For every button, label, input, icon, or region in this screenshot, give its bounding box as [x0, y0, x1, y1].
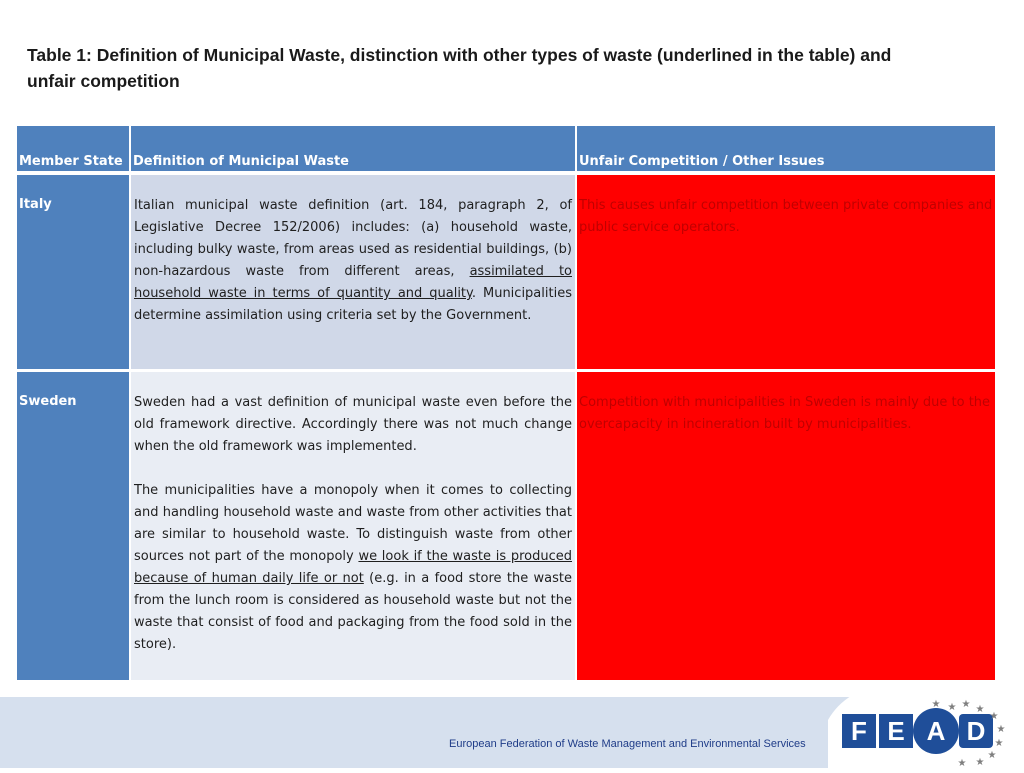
svg-text:★: ★ [961, 699, 971, 710]
table-row-sweden [17, 372, 995, 680]
svg-text:★: ★ [989, 711, 999, 722]
definition-sweden-underlined: we look if the waste is produced because of human daily life or not [134, 549, 572, 586]
issue-sweden: Competition with municipalities in Sweden is mainly due to the overcapacity in incineration built by municipalities. [577, 372, 995, 680]
definition-sweden-para1: Sweden had a vast definition of municipal waste even before the old framework directive. Accordingly there was not much change when the old framework was implemented. [134, 395, 572, 454]
fead-logo [828, 680, 1024, 768]
header-definition: Definition of Municipal Waste [131, 126, 577, 175]
member-state-italy: Italy [17, 175, 131, 372]
header-issues: Unfair Competition / Other Issues [577, 126, 995, 175]
definition-sweden-para2 [134, 480, 572, 656]
svg-text:★: ★ [975, 757, 985, 768]
svg-text:★: ★ [987, 750, 997, 761]
footer-organization: European Federation of Waste Management and Environmental Services [449, 738, 806, 750]
logo-letter-d: D [966, 716, 986, 746]
logo-letter-e: E [887, 716, 905, 746]
table-row-italy [17, 175, 995, 372]
definition-sweden [131, 372, 577, 680]
header-member-state: Member State [17, 126, 131, 175]
fead-logo-graphic [828, 680, 1024, 768]
definition-italy-text-end: . Municipalities determine assimilation using criteria set by the Government. [134, 286, 572, 323]
definition-sweden-text-end: (e.g. in a food store the waste from the lunch room is considered as household waste but not the waste that consist of food and packaging from the food sold in the store). [134, 571, 572, 652]
svg-text:★: ★ [996, 724, 1006, 735]
paragraph-gap [134, 458, 572, 480]
logo-letter-a: A [926, 716, 946, 746]
member-state-sweden: Sweden [17, 372, 131, 680]
svg-text:★: ★ [957, 758, 967, 768]
svg-text:★: ★ [931, 699, 941, 710]
definition-italy-text: Italian municipal waste definition (art. 184, paragraph 2, of Legislative Decree 152/2006) includes: (a) household waste, including bulky waste, from areas used as residential buildings, (b) non-hazardous waste from different areas, [134, 198, 572, 279]
svg-text:★: ★ [975, 704, 985, 715]
svg-text:★: ★ [994, 738, 1004, 749]
issue-italy: This causes unfair competition between private companies and public service operators. [577, 175, 995, 372]
definition-sweden-text: The municipalities have a monopoly when it comes to collecting and handling household waste and waste from other activities that are similar to household waste. To distinguish waste from other sources not part of the monopoly [134, 483, 572, 564]
municipal-waste-table [17, 126, 995, 680]
definition-italy-underlined: assimilated to household waste in terms of quantity and quality [134, 264, 572, 301]
slide-title: Table 1: Definition of Municipal Waste, distinction with other types of waste (underlined in the table) and unfair competition [27, 45, 892, 91]
svg-text:★: ★ [947, 702, 957, 713]
table-header-row [17, 126, 995, 175]
logo-letter-f: F [851, 716, 867, 746]
definition-italy [131, 175, 577, 372]
